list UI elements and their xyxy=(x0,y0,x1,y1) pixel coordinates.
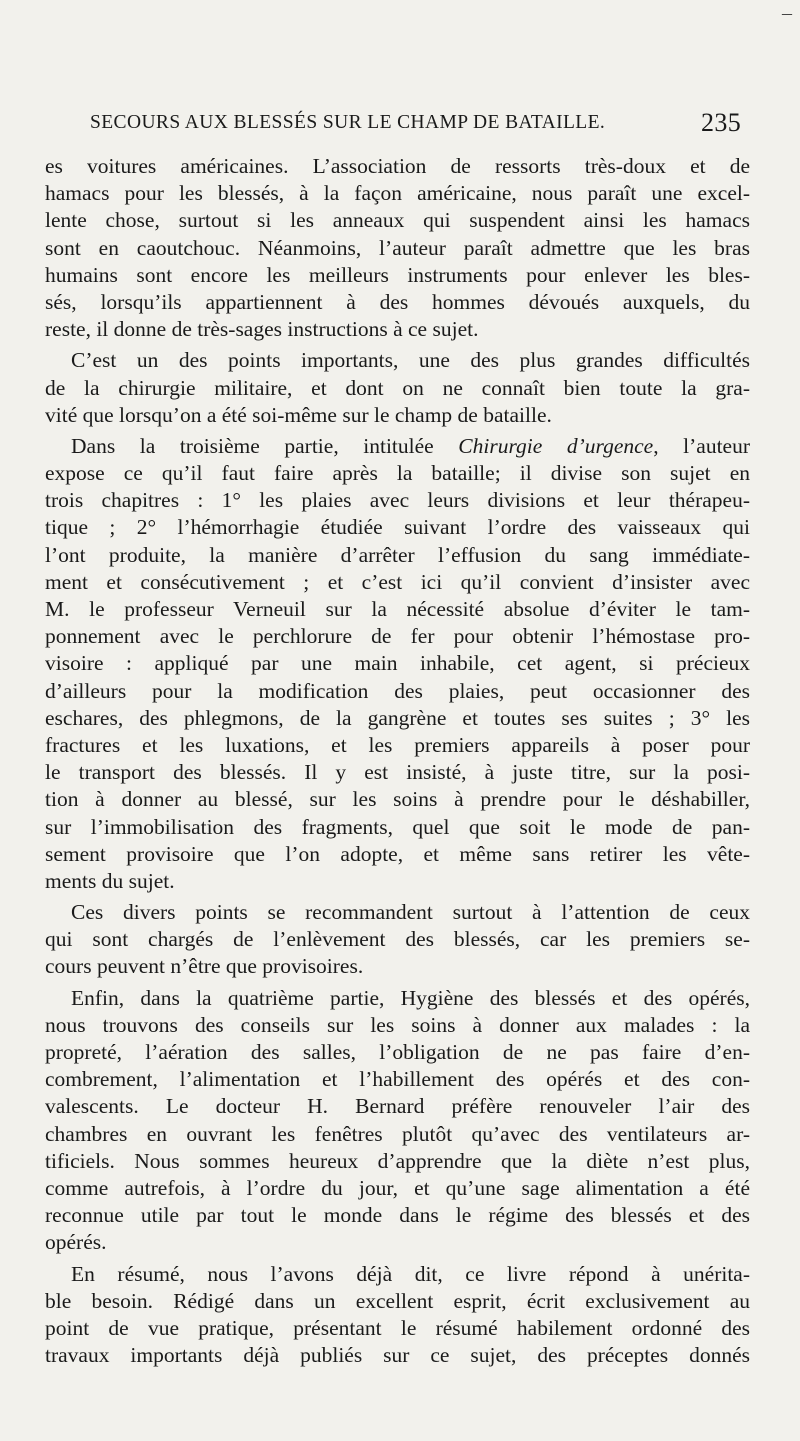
text-line: tificiels. Nous sommes heureux d’apprendre que la diète n’est plus, xyxy=(45,1148,750,1173)
text-line: combrement, l’alimentation et l’habillement des opérés et des con- xyxy=(45,1067,750,1092)
text-line: comme autrefois, à l’ordre du jour, et qu’une sage alimentation a été xyxy=(45,1175,750,1200)
page-number: 235 xyxy=(701,108,742,137)
paragraph xyxy=(45,153,750,343)
text-line: cours peuvent n’être que provisoires. xyxy=(45,954,364,979)
text-line: lente chose, surtout si les anneaux qui suspendent ainsi les hamacs xyxy=(45,208,750,233)
corner-mark: – xyxy=(782,2,792,24)
text-line: travaux importants déjà publiés sur ce sujet, des préceptes donnés xyxy=(45,1343,750,1368)
text-line: d’ailleurs pour la modification des plaies, peut occasionner des xyxy=(45,678,750,703)
text-line: l’ont produite, la manière d’arrêter l’effusion du sang immédiate- xyxy=(45,542,750,567)
text-line: tion à donner au blessé, sur les soins à prendre pour le déshabiller, xyxy=(45,787,750,812)
text-line: nous trouvons des conseils sur les soins à donner aux malades : la xyxy=(45,1012,750,1037)
text-line: trois chapitres : 1° les plaies avec leurs divisions et leur thérapeu- xyxy=(45,488,750,513)
text-line: C’est un des points importants, une des plus grandes difficultés xyxy=(71,348,750,373)
text-line: reste, il donne de très-sages instructions à ce sujet. xyxy=(45,317,479,342)
text-line: sement provisoire que l’on adopte, et même sans retirer les vête- xyxy=(45,841,750,866)
header-title: SECOURS AUX BLESSÉS SUR LE CHAMP DE BATAILLE. xyxy=(90,112,606,133)
text-line: En résumé, nous l’avons déjà dit, ce livre répond à unérita- xyxy=(71,1261,750,1286)
body-text xyxy=(45,153,750,1369)
paragraph xyxy=(45,347,750,429)
text-line: ble besoin. Rédigé dans un excellent esprit, écrit exclusivement au xyxy=(45,1288,750,1313)
text-line: chambres en ouvrant les fenêtres plutôt qu’avec des ventilateurs ar- xyxy=(45,1121,750,1146)
text-line: opérés. xyxy=(45,1230,107,1255)
text-line: sur l’immobilisation des fragments, quel que soit le mode de pan- xyxy=(45,814,750,839)
text-line: vité que lorsqu’on a été soi-même sur le champ de bataille. xyxy=(45,402,552,427)
text-line: Ces divers points se recommandent surtout à l’attention de ceux xyxy=(71,900,750,925)
text-line: ponnement avec le perchlorure de fer pour obtenir l’hémostase pro- xyxy=(45,624,750,649)
text-line: le transport des blessés. Il y est insisté, à juste titre, sur la posi- xyxy=(45,760,750,785)
text-line: point de vue pratique, présentant le résumé habilement ordonné des xyxy=(45,1315,750,1340)
text-line: de la chirurgie militaire, et dont on ne connaît bien toute la gra- xyxy=(45,375,750,400)
text-line: sés, lorsqu’ils appartiennent à des hommes dévoués auxquels, du xyxy=(45,289,750,314)
text-line: M. le professeur Verneuil sur la nécessité absolue d’éviter le tam- xyxy=(45,597,750,621)
text-line: eschares, des phlegmons, de la gangrène et toutes ses suites ; 3° les xyxy=(45,705,750,730)
text-line: fractures et les luxations, et les premiers appareils à poser pour xyxy=(45,732,750,757)
text-line: Dans la troisième partie, intitulée Chirurgie d’urgence, l’auteur xyxy=(71,433,751,458)
text-line: propreté, l’aération des salles, l’obligation de ne pas faire d’en- xyxy=(45,1040,750,1064)
text-line: qui sont chargés de l’enlèvement des blessés, car les premiers se- xyxy=(45,927,750,952)
text-line: sont en caoutchouc. Néanmoins, l’auteur paraît admettre que les bras xyxy=(45,235,750,260)
text-line: valescents. Le docteur H. Bernard préfère renouveler l’air des xyxy=(45,1094,750,1119)
text-line: visoire : appliqué par une main inhabile, cet agent, si précieux xyxy=(45,651,750,676)
text-line: Enfin, dans la quatrième partie, Hygiène des blessés et des opérés, xyxy=(71,985,750,1010)
text-line: reconnue utile par tout le monde dans le régime des blessés et des xyxy=(45,1203,750,1228)
text-line: hamacs pour les blessés, à la façon américaine, nous paraît une excel- xyxy=(45,181,750,206)
text-line: humains sont encore les meilleurs instruments pour enlever les bles- xyxy=(45,262,750,287)
paragraph xyxy=(45,985,750,1257)
paragraph xyxy=(45,433,750,895)
text-line: ments du sujet. xyxy=(45,868,175,893)
text-line: tique ; 2° l’hémorrhagie étudiée suivant l’ordre des vaisseaux qui xyxy=(45,515,750,540)
text-line: expose ce qu’il faut faire après la bataille; il divise son sujet en xyxy=(45,461,750,486)
text-line: ment et consécutivement ; et c’est ici qu’il convient d’insister avec xyxy=(45,569,750,594)
paragraph xyxy=(45,1261,750,1370)
paragraph xyxy=(45,899,750,981)
text-line: es voitures américaines. L’association de ressorts très-doux et de xyxy=(45,154,750,178)
